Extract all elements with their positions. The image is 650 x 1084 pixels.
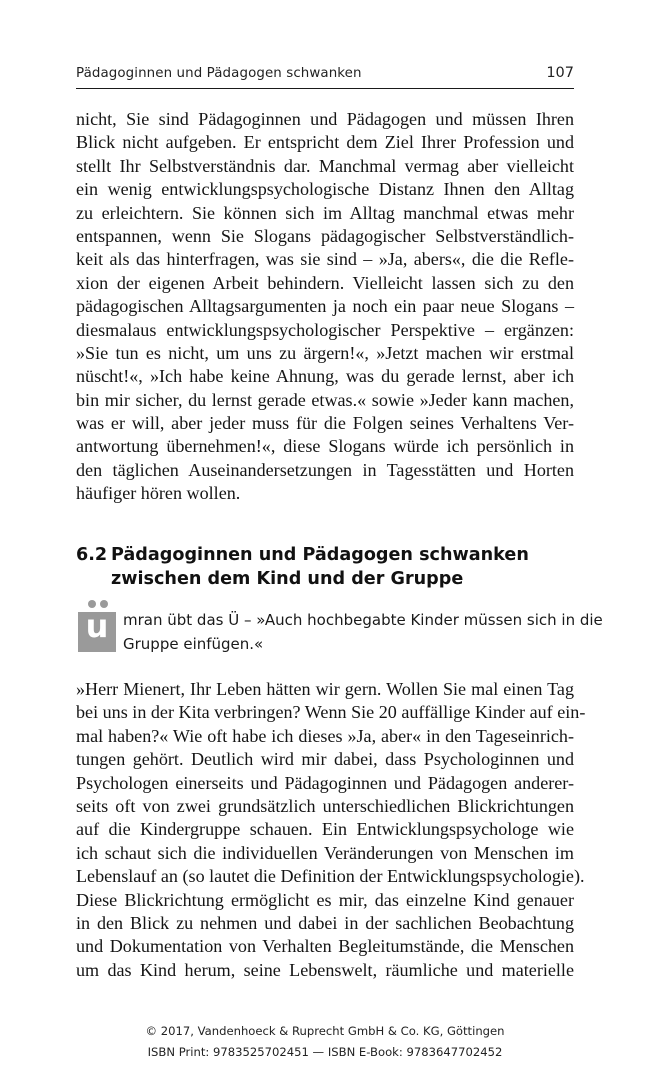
text-line: nicht, Sie sind Pädagoginnen und Pädagogen und müssen Ihren <box>76 109 574 129</box>
text-line: »Herr Mienert, Ihr Leben hätten wir gern. Wollen Sie mal einen Tag <box>76 679 574 699</box>
text-line: pädagogischen Alltagsargumenten ja noch ein paar neue Slogans – <box>76 296 574 317</box>
text-line: und Dokumentation von Verhalten Begleitumstände, die Menschen <box>76 936 574 957</box>
text-line: stellt Ihr Selbstverständnis dar. Manchmal vermag aber vielleicht <box>76 155 574 176</box>
uemran-callout <box>123 609 603 656</box>
text-line: zu erleichtern. Sie können sich im Alltag manchmal etwas mehr <box>76 202 574 223</box>
text-line: ein wenig entwicklungspsychologische Distanz Ihnen den Alltag <box>76 179 574 200</box>
callout-line-1: mran übt das Ü – »Auch hochbegabte Kinder müssen sich in die <box>123 611 603 629</box>
text-line: den täglichen Auseinandersetzungen in Tagesstätten und Horten <box>76 459 574 480</box>
text-line: häufiger hören wollen. <box>76 483 241 504</box>
paragraph-1 <box>76 108 574 506</box>
uemran-u-umlaut-icon <box>78 600 116 652</box>
text-line: Blick nicht aufgeben. Er entspricht dem Ziel Ihrer Profession und <box>76 132 574 153</box>
section-heading <box>76 543 596 591</box>
callout-line-2: Gruppe einfügen.« <box>123 634 264 653</box>
text-line: um das Kind herum, seine Lebenswelt, räumliche und materielle <box>76 959 574 980</box>
text-line: Psychologen einerseits und Pädagoginnen und Pädagogen anderer- <box>76 772 574 793</box>
section-title-line-1: Pädagoginnen und Pädagogen schwanken <box>111 545 529 565</box>
text-line: diesmalaus entwicklungspsychologischer Perspektive – ergänzen: <box>76 319 574 340</box>
text-line: auf die Kindergruppe schauen. Ein Entwicklungspsychologe wie <box>76 819 574 840</box>
paragraph-2 <box>76 678 586 982</box>
text-line: keit als das hinterfragen, was sie sind – »Ja, abers«, die die Refle- <box>76 249 574 270</box>
footer-copyright: © 2017, Vandenhoeck & Ruprecht GmbH & Co. KG, Göttingen <box>145 1024 505 1038</box>
text-line: xion der eigenen Arbeit behindern. Vielleicht lassen sich zu den <box>76 272 574 293</box>
text-line: ich schaut sich die individuellen Veränderungen von Menschen im <box>76 842 574 863</box>
text-line: antwortung übernehmen!«, diese Slogans würde ich persönlich in <box>76 436 574 457</box>
text-line: »Sie tun es nicht, um uns zu ärgern!«, »Jetzt machen wir erstmal <box>76 342 574 363</box>
text-line: entspannen, wenn Sie Slogans pädagogischer Selbstverständlich- <box>76 225 574 246</box>
text-line: was er will, aber jeder muss für die Folgen seines Verhaltens Ver- <box>76 413 574 434</box>
running-head <box>76 64 574 89</box>
section-number: 6.2 <box>76 545 108 565</box>
text-line: bin mir sicher, du lernst gerade etwas.« sowie »Jeder kann machen, <box>76 389 574 410</box>
text-line: Diese Blickrichtung ermöglicht es mir, das einzelne Kind genauer <box>76 889 574 910</box>
text-line: mal haben?« Wie oft habe ich dieses »Ja, aber« in den Tageseinrich- <box>76 725 574 746</box>
logo-letter: u <box>85 607 109 645</box>
running-head-title: Pädagoginnen und Pädagogen schwanken <box>76 66 362 81</box>
page-number: 107 <box>546 65 574 81</box>
text-line: in den Blick zu nehmen und dabei in der sachlichen Beobachtung <box>76 912 574 933</box>
text-line: seits oft von zwei grundsätzlich unterschiedlichen Blickrichtungen <box>76 795 574 816</box>
text-line: nüscht!«, »Ich habe keine Ahnung, was du gerade lernst, aber ich <box>76 366 574 387</box>
footer-isbn: ISBN Print: 9783525702451 — ISBN E-Book: 9783647702452 <box>147 1045 503 1059</box>
text-line: Lebenslauf an (so lautet die Definition der Entwicklungspsychologie). <box>76 866 585 887</box>
section-title-line-2: zwischen dem Kind und der Gruppe <box>111 569 464 589</box>
text-line: tungen gehört. Deutlich wird mir dabei, dass Psychologinnen und <box>76 749 574 770</box>
text-line: bei uns in der Kita verbringen? Wenn Sie 20 auffällige Kinder auf ein- <box>76 702 586 723</box>
